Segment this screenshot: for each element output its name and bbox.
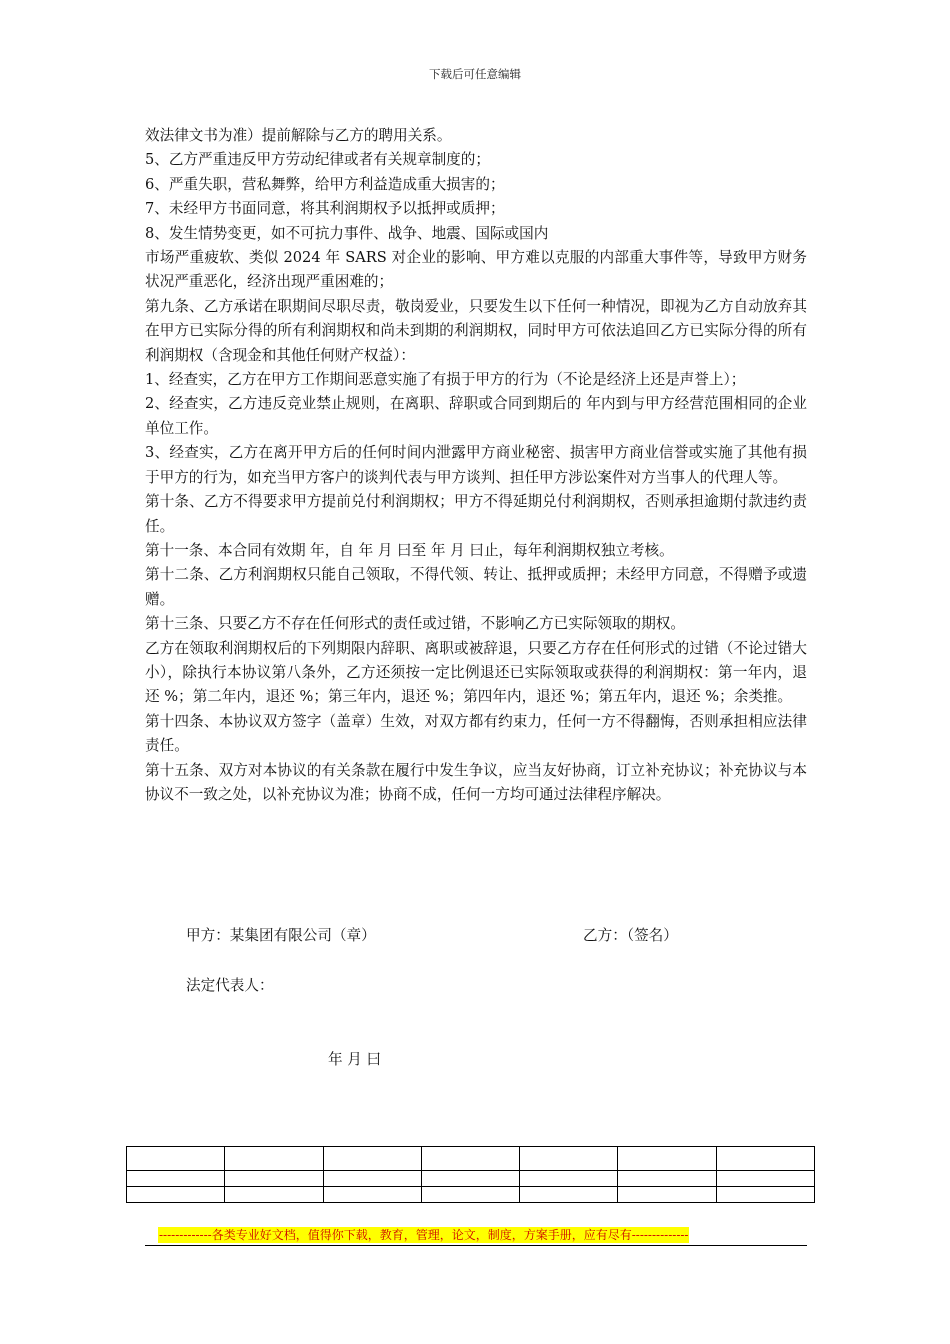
paragraph: 第十条、乙方不得要求甲方提前兑付利润期权；甲方不得延期兑付利润期权，否则承担逾期付款违约责任。	[145, 493, 807, 535]
paragraph: 5、乙方严重违反甲方劳动纪律或者有关规章制度的；	[145, 151, 490, 169]
table-cell	[421, 1147, 519, 1171]
signing-date: 年 月 曰	[328, 1051, 382, 1068]
table-cell	[520, 1147, 618, 1171]
table-cell	[716, 1147, 814, 1171]
footer-banner: -------------各类专业好文档，值得你下载，教育，管理，论文，制度，方案手册，应有尽有--------------	[159, 1228, 689, 1242]
party-b-signature: 乙方：（签名）	[583, 927, 678, 944]
table-cell	[421, 1171, 519, 1187]
table-row	[127, 1171, 815, 1187]
table-cell	[225, 1147, 323, 1171]
paragraph: 第十四条、本协议双方签字（盖章）生效，对双方都有约束力，任何一方不得翻悔，否则承担相应法律责任。	[145, 712, 807, 755]
party-a-signature: 甲方：某集团有限公司（章）	[186, 927, 376, 944]
blank-table	[126, 1146, 815, 1203]
table-cell	[520, 1171, 618, 1187]
table-cell	[323, 1171, 421, 1187]
table-cell	[716, 1171, 814, 1187]
paragraph: 7、未经甲方书面同意，将其利润期权予以抵押或质押；	[145, 200, 505, 218]
footer-divider	[145, 1245, 807, 1246]
paragraph: 2、经查实，乙方违反竞业禁止规则，在离职、辞职或合同到期后的 年内到与甲方经营范围相同的企业单位工作。	[145, 395, 807, 437]
table-cell	[618, 1147, 716, 1171]
page-header: 下载后可任意编辑	[429, 67, 521, 81]
paragraph: 8、发生情势变更，如不可抗力事件、战争、地震、国际或国内	[145, 224, 549, 242]
table-cell	[323, 1187, 421, 1203]
paragraph: 第十三条、只要乙方不存在任何形式的责任或过错，不影响乙方已实际领取的期权。	[145, 615, 685, 633]
table-cell	[127, 1187, 225, 1203]
paragraph: 市场严重疲软、类似 2024 年 SARS 对企业的影响、甲方难以克服的内部重大事件等，导致甲方财务状况严重恶化，经济出现严重困难的；	[145, 249, 807, 291]
table-cell	[127, 1171, 225, 1187]
paragraph: 第十五条、双方对本协议的有关条款在履行中发生争议，应当友好协商，订立补充协议；补充协议与本协议不一致之处，以补充协议为准；协商不成，任何一方均可通过法律程序解决。	[145, 761, 807, 803]
table-cell	[716, 1187, 814, 1203]
table-cell	[618, 1171, 716, 1187]
table-cell	[127, 1147, 225, 1171]
table-cell	[323, 1147, 421, 1171]
paragraph: 效法律文书为准）提前解除与乙方的聘用关系。	[145, 127, 452, 144]
table-cell	[225, 1171, 323, 1187]
paragraph: 6、严重失职，营私舞弊，给甲方利益造成重大损害的；	[145, 175, 505, 193]
table-cell	[520, 1187, 618, 1203]
legal-representative: 法定代表人：	[186, 977, 274, 994]
paragraph: 第十二条、乙方利润期权只能自己领取，不得代领、转让、抵押或质押；未经甲方同意，不得赠予或遗赠。	[145, 566, 807, 608]
paragraph: 3、经查实，乙方在离开甲方后的任何时间内泄露甲方商业秘密、损害甲方商业信誉或实施了其他有损于甲方的行为，如充当甲方客户的谈判代表与甲方谈判、担任甲方涉讼案件对方当事人的代理人等。	[145, 444, 807, 486]
paragraph: 1、经查实，乙方在甲方工作期间恶意实施了有损于甲方的行为（不论是经济上还是声誉上）；	[145, 371, 746, 389]
table-cell	[225, 1187, 323, 1203]
paragraph: 第九条、乙方承诺在职期间尽职尽责，敬岗爱业，只要发生以下任何一种情况，即视为乙方自动放弃其在甲方已实际分得的所有利润期权和尚未到期的利润期权，同时甲方可依法追回乙方已实际分得的所有利润期权（含现金和其他任何财产权益）：	[145, 297, 807, 364]
paragraph: 乙方在领取利润期权后的下列期限内辞职、离职或被辞退，只要乙方存在任何形式的过错（不论过错大小），除执行本协议第八条外，乙方还须按一定比例退还已实际领取或获得的利润期权：第一年内，退还 %；第二年内，退还 %；第三年内，退还 %；第四年内，退还 %；第五年内，退还 %；余类推。	[145, 639, 807, 706]
table-row	[127, 1187, 815, 1203]
contract-body	[145, 124, 807, 807]
paragraph: 第十一条、本合同有效期 年，自 年 月 曰至 年 月 曰止，每年利润期权独立考核。	[145, 541, 674, 559]
table-cell	[421, 1187, 519, 1203]
table-cell	[618, 1187, 716, 1203]
table-row	[127, 1147, 815, 1171]
